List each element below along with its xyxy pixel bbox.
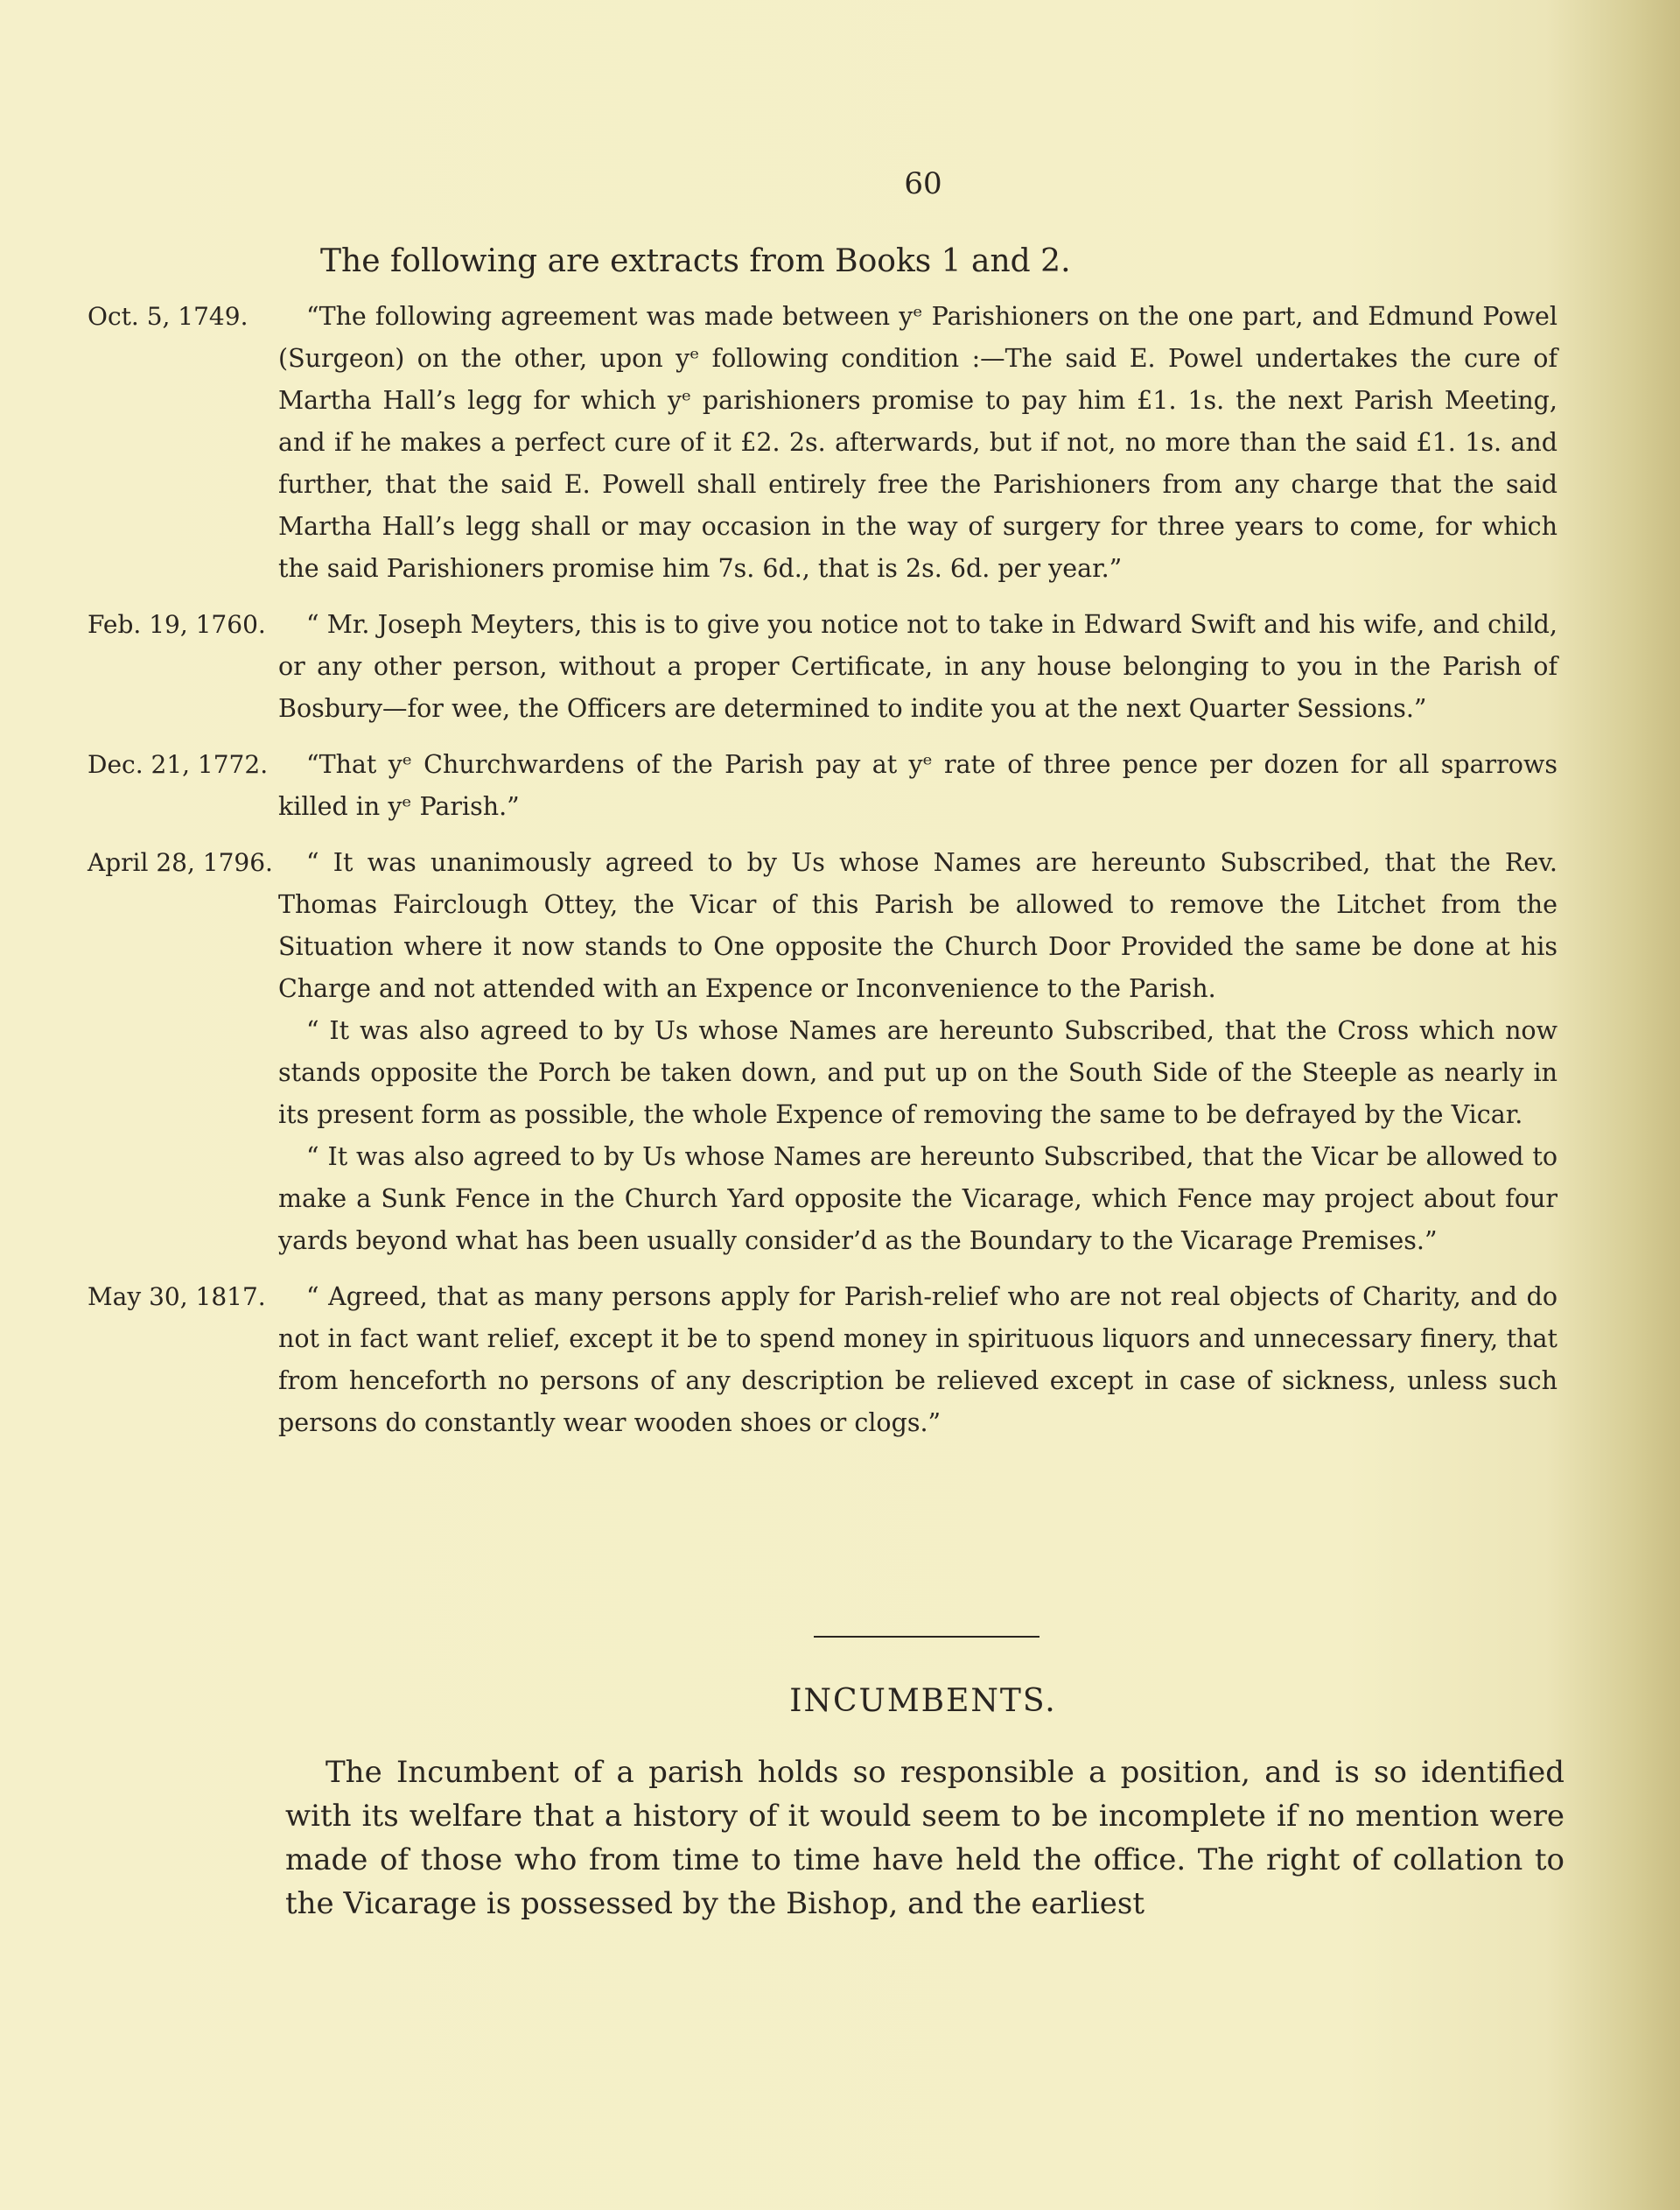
- entry-1749: [88, 296, 1558, 590]
- page-number: 60: [904, 166, 942, 201]
- section-heading: INCUMBENTS.: [789, 1683, 1057, 1719]
- entry-text: [278, 1276, 1558, 1444]
- entry-paragraph: “The following agreement was made between yᵉ Parishioners on the one part, and Edmund Powel (Surgeon) on the other, upon yᵉ following condition :—The said E. Powel undertakes the cure of Martha Hall’s legg for which yᵉ parishioners promise to pay him £1. 1s. the next Parish Meeting, and if he makes a perfect cure of it £2. 2s. afterwards, but if not, no more than the said £1. 1s. and further, that the said E. Powell shall entirely free the Parishioners from any charge that the said Martha Hall’s legg shall or may occasion in the way of surgery for three years to come, for which the said Parishioners promise him 7s. 6d., that is 2s. 6d. per year.”: [278, 302, 1558, 583]
- entry-text: [278, 744, 1558, 828]
- section-divider: [814, 1636, 1040, 1638]
- entry-date: Oct. 5, 1749.: [88, 302, 248, 331]
- entry-date: Dec. 21, 1772.: [88, 750, 269, 779]
- extract-entries: [88, 296, 1558, 1458]
- entry-paragraph: “ It was unanimously agreed to by Us whose Names are hereunto Subscribed, that the Rev. Thomas Fairclough Ottey, the Vicar of this Parish be allowed to remove the Litchet from the Situation where it now stands to One opposite the Church Door Provided the same be done at his Charge and not attended with an Expence or Inconvenience to the Parish.: [278, 848, 1558, 1003]
- entry-text: [278, 296, 1558, 590]
- entry-1760: [88, 604, 1558, 730]
- entry-1772: [88, 744, 1558, 828]
- section-paragraph: The Incumbent of a parish holds so responsible a position, and is so identified with its welfare that a history of it would seem to be incomplete if no mention were made of those who from time to time have held the office. The right of collation to the Vicarage is possessed by the Bishop, and the earliest: [285, 1755, 1564, 1921]
- entry-paragraph: “ It was also agreed to by Us whose Names are hereunto Subscribed, that the Vicar be allowed to make a Sunk Fence in the Church Yard opposite the Vicarage, which Fence may project about four yards beyond what has been usually consider’d as the Boundary to the Vicarage Premises.”: [278, 1142, 1558, 1255]
- entry-date: May 30, 1817.: [88, 1282, 266, 1311]
- entry-text: [278, 842, 1558, 1262]
- entry-1796: [88, 842, 1558, 1262]
- entry-text: [278, 604, 1558, 730]
- intro-line: The following are extracts from Books 1 and 2.: [320, 243, 1071, 279]
- entry-date: Feb. 19, 1760.: [88, 610, 266, 639]
- entry-date: April 28, 1796.: [88, 848, 273, 877]
- entry-paragraph: “ It was also agreed to by Us whose Names are hereunto Subscribed, that the Cross which now stands opposite the Porch be taken down, and put up on the South Side of the Steeple as nearly in its present form as possible, the whole Expence of removing the same to be defrayed by the Vicar.: [278, 1016, 1558, 1129]
- entry-paragraph: “ Mr. Joseph Meyters, this is to give you notice not to take in Edward Swift and his wife, and child, or any other person, without a proper Certificate, in any house belonging to you in the Parish of Bosbury—for wee, the Officers are determined to indite you at the next Quarter Sessions.”: [278, 610, 1558, 723]
- entry-1817: [88, 1276, 1558, 1444]
- section-body: [285, 1750, 1564, 1926]
- entry-paragraph: “ Agreed, that as many persons apply for Parish-relief who are not real objects of Charity, and do not in fact want relief, except it be to spend money in spirituous liquors and unnecessary finery, that from henceforth no persons of any description be relieved except in case of sickness, unless such persons do constantly wear wooden shoes or clogs.”: [278, 1282, 1558, 1437]
- entry-paragraph: “That yᵉ Churchwardens of the Parish pay at yᵉ rate of three pence per dozen for all sparrows killed in yᵉ Parish.”: [278, 750, 1558, 821]
